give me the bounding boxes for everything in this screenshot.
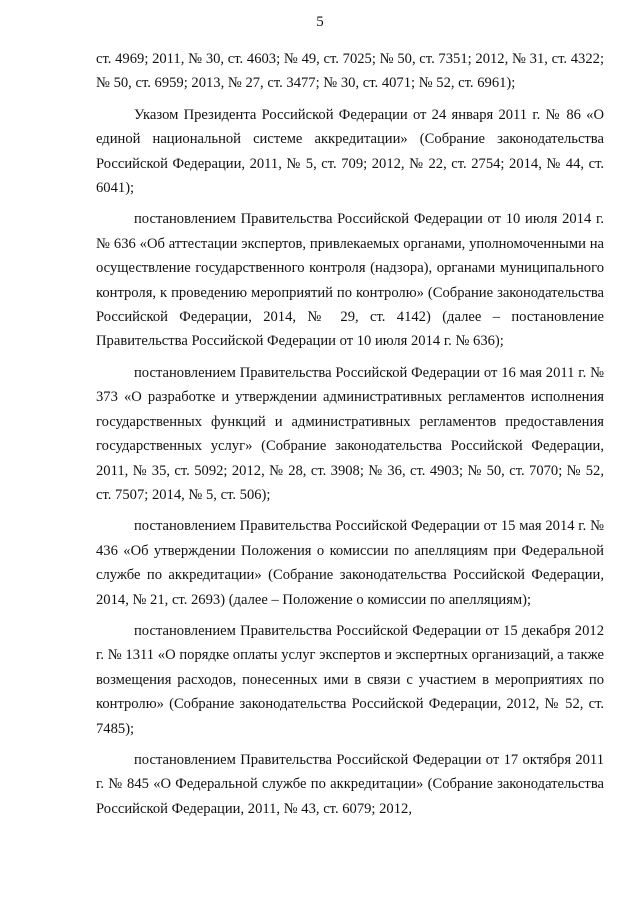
- paragraph-resolution-1311: постановлением Правительства Российской Федерации от 15 декабря 2012 г. № 1311 «О порядке оплаты услуг экспертов и экспертных организаций, а также возмещения расходов, понесенных ими в связи с участием в мероприятиях по контролю» (Собрание законодательства Российской Федерации, 2012, № 52, ст. 7485);: [96, 622, 604, 737]
- paragraph-resolution-636: постановлением Правительства Российской Федерации от 10 июля 2014 г. № 636 «Об аттестации экспертов, привлекаемых органами, уполномоченными на осуществление государственного контроля (надзора), органами муниципального контроля, к проведению мероприятий по контролю» (Собрание законодательства Российской Федерации, 2014, № 29, ст. 4142) (далее – постановление Правительства Российской Федерации от 10 июля 2014 г. № 636);: [96, 211, 604, 350]
- page-number: 5: [316, 14, 324, 30]
- paragraph-resolution-373: постановлением Правительства Российской Федерации от 16 мая 2011 г. № 373 «О разработке и утверждении административных регламентов исполнения государственных функций и административных регламентов предоставления государственных услуг» (Собрание законодательства Российской Федерации, 2011, № 35, ст. 5092; 2012, № 28, ст. 3908; № 36, ст. 4903; № 50, ст. 7070; № 52, ст. 7507; 2014, № 5, ст. 506);: [96, 364, 604, 503]
- paragraph-resolution-436: постановлением Правительства Российской Федерации от 15 мая 2014 г. № 436 «Об утверждении Положения о комиссии по апелляциям при Федеральной службе по аккредитации» (Собрание законодательства Российской Федерации, 2014, № 21, ст. 2693) (далее – Положение о комиссии по апелляциям);: [96, 518, 604, 608]
- document-body: [96, 47, 604, 821]
- paragraph-resolution-845: постановлением Правительства Российской Федерации от 17 октября 2011 г. № 845 «О Федеральной службе по аккредитации» (Собрание законодательства Российской Федерации, 2011, № 43, ст. 6079; 2012,: [96, 751, 604, 817]
- paragraph-continuation: ст. 4969; 2011, № 30, ст. 4603; № 49, ст. 7025; № 50, ст. 7351; 2012, № 31, ст. 4322; № 50, ст. 6959; 2013, № 27, ст. 3477; № 30, ст. 4071; № 52, ст. 6961);: [96, 51, 604, 92]
- paragraph-presidential-decree: Указом Президента Российской Федерации от 24 января 2011 г. № 86 «О единой национальной системе аккредитации» (Собрание законодательства Российской Федерации, 2011, № 5, ст. 709; 2012, № 22, ст. 2754; 2014, № 44, ст. 6041);: [96, 106, 604, 197]
